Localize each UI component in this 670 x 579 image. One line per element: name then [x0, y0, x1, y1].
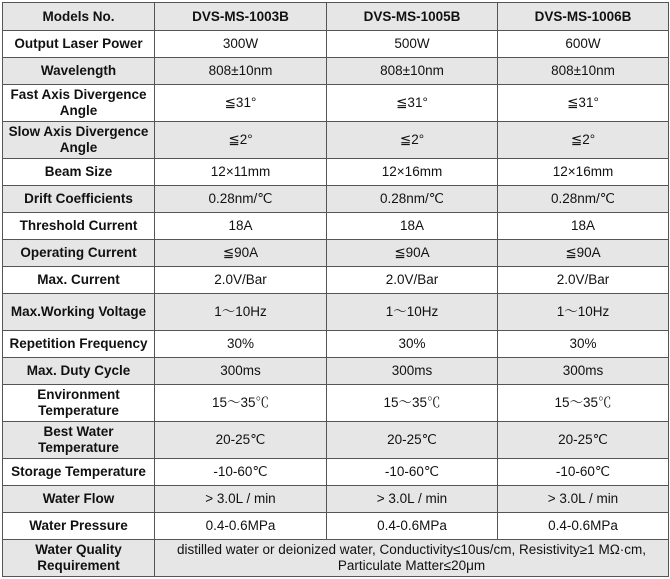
cell-value: 1～10Hz — [327, 294, 498, 331]
cell-value: 18A — [327, 213, 498, 240]
cell-value: 0.4-0.6MPa — [155, 513, 327, 540]
cell-value: 15～35℃ — [498, 385, 669, 422]
cell-value: ≦90A — [327, 240, 498, 267]
cell-value: 0.28nm/℃ — [327, 186, 498, 213]
cell-value: 2.0V/Bar — [327, 267, 498, 294]
cell-value: ≦31° — [327, 85, 498, 122]
cell-value: > 3.0L / min — [327, 486, 498, 513]
cell-value: 808±10nm — [327, 58, 498, 85]
row-label: Environment Temperature — [3, 385, 155, 422]
cell-value: 12×16mm — [327, 159, 498, 186]
water-quality-value: distilled water or deionized water, Conductivity≤10us/cm, Resistivity≥1 MΩ·cm, Particulate Matter≤20μm — [155, 540, 669, 577]
row-label: Repetition Frequency — [3, 331, 155, 358]
row-label: Wavelength — [3, 58, 155, 85]
cell-value: -10-60℃ — [498, 459, 669, 486]
row-label: Fast Axis Divergence Angle — [3, 85, 155, 122]
cell-value: 808±10nm — [498, 58, 669, 85]
table-row — [3, 31, 669, 58]
table-row — [3, 540, 669, 577]
table-row — [3, 159, 669, 186]
row-label: Threshold Current — [3, 213, 155, 240]
cell-value: 15～35℃ — [155, 385, 327, 422]
cell-value: 18A — [155, 213, 327, 240]
header-row — [3, 3, 669, 31]
cell-value: 300W — [155, 31, 327, 58]
cell-value: 30% — [155, 331, 327, 358]
cell-value: ≦2° — [327, 122, 498, 159]
cell-value: 300ms — [498, 358, 669, 385]
cell-value: 20-25℃ — [155, 422, 327, 459]
table-row — [3, 331, 669, 358]
cell-value: 20-25℃ — [327, 422, 498, 459]
cell-value: 18A — [498, 213, 669, 240]
cell-value: > 3.0L / min — [498, 486, 669, 513]
cell-value: 300ms — [155, 358, 327, 385]
cell-value: 300ms — [327, 358, 498, 385]
table-row — [3, 358, 669, 385]
table-row — [3, 186, 669, 213]
cell-value: -10-60℃ — [155, 459, 327, 486]
header-models-no: Models No. — [3, 3, 155, 31]
cell-value: ≦31° — [498, 85, 669, 122]
table-row — [3, 213, 669, 240]
cell-value: 30% — [327, 331, 498, 358]
cell-value: 1～10Hz — [155, 294, 327, 331]
row-label: Storage Temperature — [3, 459, 155, 486]
table-row — [3, 267, 669, 294]
row-label: Max.Working Voltage — [3, 294, 155, 331]
cell-value: 15～35℃ — [327, 385, 498, 422]
row-label: Best Water Temperature — [3, 422, 155, 459]
row-label: Slow Axis Divergence Angle — [3, 122, 155, 159]
table-row — [3, 385, 669, 422]
row-label: Beam Size — [3, 159, 155, 186]
row-label: Water Flow — [3, 486, 155, 513]
cell-value: 0.4-0.6MPa — [498, 513, 669, 540]
row-label: Output Laser Power — [3, 31, 155, 58]
cell-value: ≦90A — [498, 240, 669, 267]
cell-value: 12×16mm — [498, 159, 669, 186]
row-label: Max. Current — [3, 267, 155, 294]
cell-value: 0.28nm/℃ — [155, 186, 327, 213]
cell-value: 0.28nm/℃ — [498, 186, 669, 213]
cell-value: 1～10Hz — [498, 294, 669, 331]
cell-value: > 3.0L / min — [155, 486, 327, 513]
cell-value: 2.0V/Bar — [155, 267, 327, 294]
table-row — [3, 122, 669, 159]
table-row — [3, 486, 669, 513]
table-row — [3, 294, 669, 331]
cell-value: 2.0V/Bar — [498, 267, 669, 294]
cell-value: ≦31° — [155, 85, 327, 122]
row-label: Drift Coefficients — [3, 186, 155, 213]
cell-value: 12×11mm — [155, 159, 327, 186]
table-row — [3, 240, 669, 267]
cell-value: ≦2° — [498, 122, 669, 159]
row-label: Water Quality Requirement — [3, 540, 155, 577]
cell-value: 20-25℃ — [498, 422, 669, 459]
cell-value: ≦2° — [155, 122, 327, 159]
cell-value: ≦90A — [155, 240, 327, 267]
table-row — [3, 85, 669, 122]
table-row — [3, 459, 669, 486]
table-row — [3, 513, 669, 540]
cell-value: 808±10nm — [155, 58, 327, 85]
header-model-1005b: DVS-MS-1005B — [327, 3, 498, 31]
cell-value: 500W — [327, 31, 498, 58]
specifications-table — [2, 2, 669, 577]
cell-value: 0.4-0.6MPa — [327, 513, 498, 540]
cell-value: 600W — [498, 31, 669, 58]
header-model-1003b: DVS-MS-1003B — [155, 3, 327, 31]
header-model-1006b: DVS-MS-1006B — [498, 3, 669, 31]
row-label: Operating Current — [3, 240, 155, 267]
table-row — [3, 58, 669, 85]
cell-value: -10-60℃ — [327, 459, 498, 486]
row-label: Water Pressure — [3, 513, 155, 540]
cell-value: 30% — [498, 331, 669, 358]
table-row — [3, 422, 669, 459]
row-label: Max. Duty Cycle — [3, 358, 155, 385]
